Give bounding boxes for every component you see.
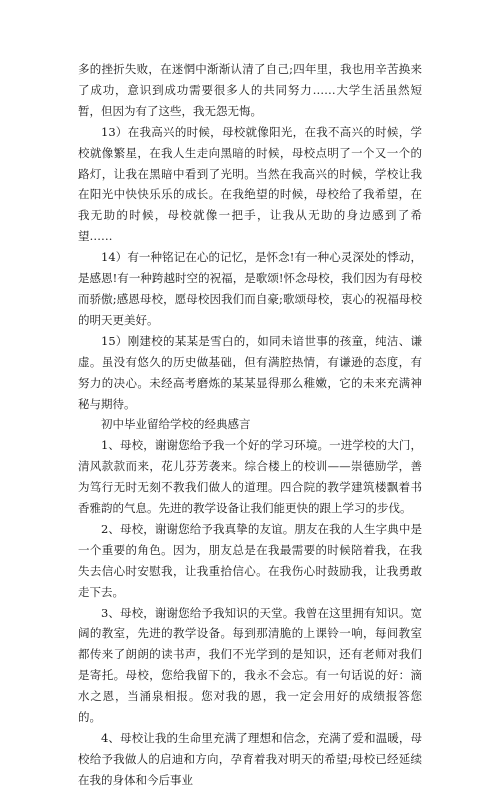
section-heading: 初中毕业留给学校的经典感言: [101, 417, 251, 432]
paragraph-3: 3、母校，谢谢您给予我知识的天堂。我曾在这里拥有知识。宽阔的教室，先进的教学设备。每到那清脆的上课铃一响，每间教室都传来了朗朗的读书声，我们不光学到的是知识，还有老师对我们是寄托。母校，您给我留下的，我永不会忘。有一句话说的好：滴水之恩，当涌泉相报。您对我的恩，我一定会用好的成绩报答您的。: [78, 605, 422, 725]
document-body: [78, 59, 422, 791]
paragraph-15: 15）刚建校的某某是雪白的，如同未谙世事的孩童，纯洁、谦虚。虽没有悠久的历史做基础，但有满腔热情，有谦逊的态度，有努力的决心。未经高考磨炼的某某显得那么稚嫩，它的未来充满神秘与期待。: [78, 333, 422, 411]
paragraph-continuation: 多的挫折失败，在迷惘中渐渐认清了自己;四年里，我也用辛苦换来了成功，意识到成功需要很多人的共同努力……大学生活虽然短暂，但因为有了这些，我无怨无悔。: [78, 62, 422, 118]
paragraph-2: 2、母校，谢谢您给予我真挚的友谊。朋友在我的人生字典中是一个重要的角色。因为，朋友总是在我最需要的时候陪着我，在我失去信心时安慰我，让我重拾信心。在我伤心时鼓励我，让我勇敢走下去。: [78, 521, 422, 599]
paragraph-14: 14）有一种铭记在心的记忆，是怀念!有一种心灵深处的悸动，是感恩!有一种跨越时空的祝福，是歌颂!怀念母校，我们因为有母校而骄傲;感恩母校，愿母校因我们而自豪;歌颂母校，衷心的祝福母校的明天更美好。: [78, 250, 422, 327]
paragraph-1: 1、母校，谢谢您给予我一个好的学习环境。一进学校的大门，清风款款而来，花儿芬芳袭来。综合楼上的校训——崇德励学，善为笃行无时无刻不教我们做人的道理。四合院的教学建筑楼飘着书香雅韵的气息。先进的教学设备让我们能更快的跟上学习的步伐。: [78, 438, 422, 516]
paragraph-4: 4、母校让我的生命里充满了理想和信念，充满了爱和温暖，母校给予我做人的启迪和方向，孕育着我对明天的希望;母校已经延续在我的身体和今后事业: [78, 731, 422, 787]
paragraph-13: 13）在我高兴的时候，母校就像阳光，在我不高兴的时候，学校就像繁星，在我人生走向黑暗的时候，母校点明了一个又一个的路灯，让我在黑暗中看到了光明。当然在我高兴的时候，学校让我在阳光中快快乐乐的成长。在我绝望的时候，母校给了我希望，在我无助的时候，母校就像一把手，让我从无助的身边感到了希望……: [78, 124, 422, 244]
